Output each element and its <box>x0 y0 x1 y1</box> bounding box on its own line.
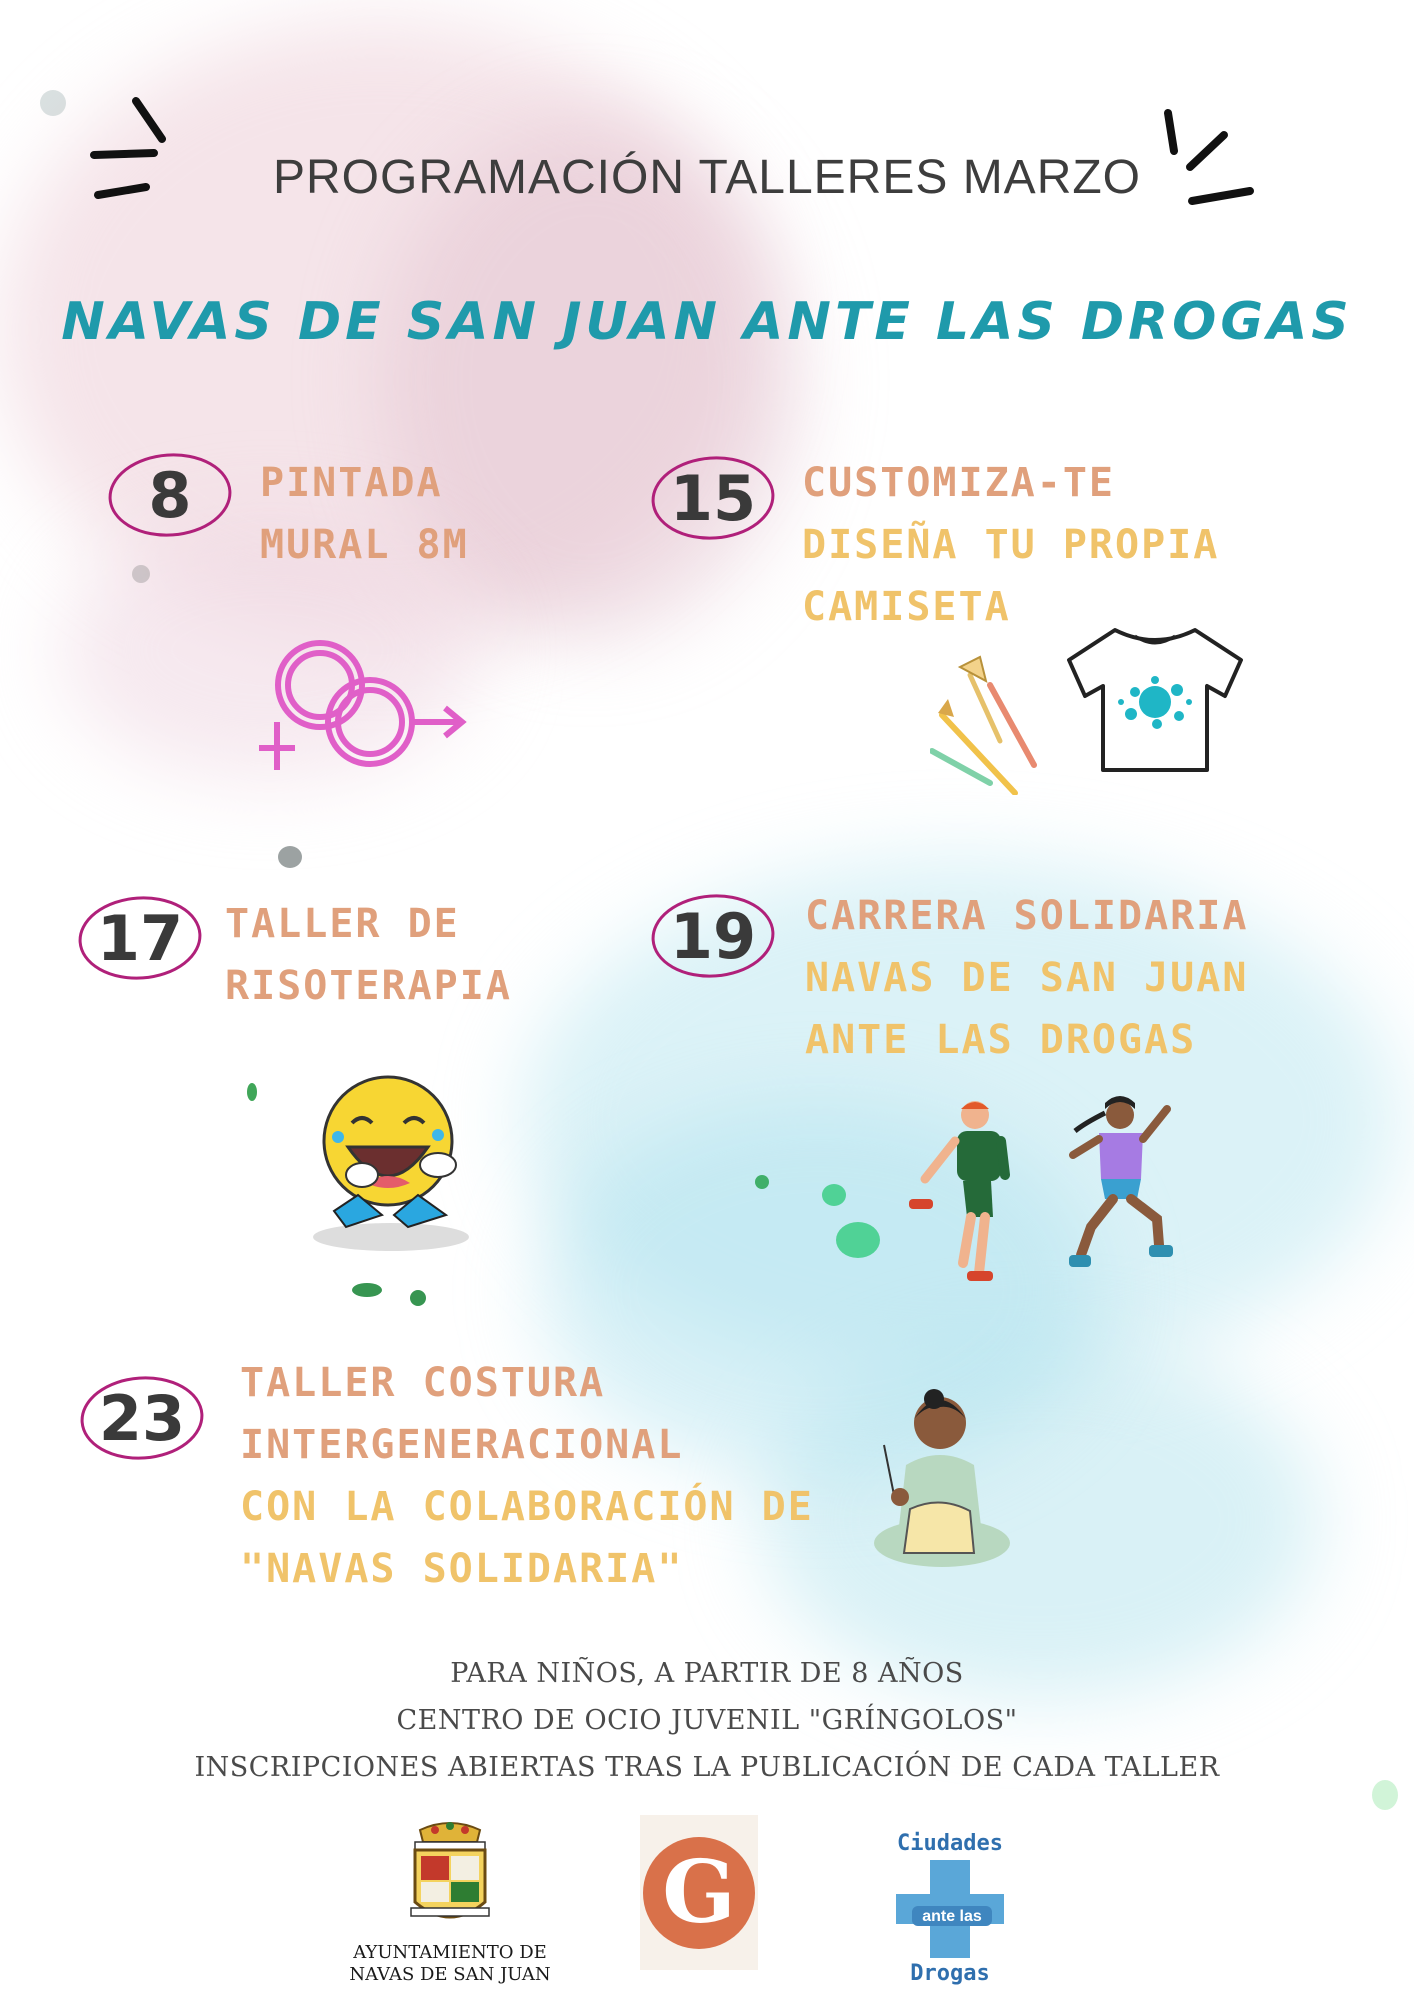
date-number: 15 <box>669 461 757 535</box>
paint-splat <box>247 1083 257 1101</box>
date-number: 17 <box>96 901 184 975</box>
workshop-title-line: CARRERA SOLIDARIA <box>805 893 1249 939</box>
workshop-title-line: RISOTERAPIA <box>225 963 512 1009</box>
ayuntamiento-label-line: NAVAS DE SAN JUAN <box>349 1964 551 1985</box>
workshop-title-line: TALLER COSTURA <box>240 1360 606 1406</box>
workshop-subtitle-line: "NAVAS SOLIDARIA" <box>240 1546 684 1592</box>
workshop-title <box>805 885 1248 1071</box>
workshop-title <box>260 452 469 576</box>
date-badge <box>75 890 205 986</box>
date-badge <box>648 888 778 984</box>
workshop-title-line: MURAL 8M <box>260 522 469 568</box>
gender-symbols-icon <box>255 630 475 790</box>
ayuntamiento-label-line: AYUNTAMIENTO DE <box>353 1942 547 1963</box>
paint-splat <box>40 90 66 116</box>
workshop-subtitle-line: NAVAS DE SAN JUAN <box>805 955 1249 1001</box>
ciudades-top-text: Ciudades <box>897 1831 1003 1856</box>
date-number: 19 <box>669 899 757 973</box>
date-badge <box>77 1370 207 1466</box>
page-title: PROGRAMACIÓN TALLERES MARZO <box>272 151 1142 204</box>
workshop-subtitle-line: CON LA COLABORACIÓN DE <box>240 1484 814 1530</box>
workshop-title-line: PINTADA <box>260 460 443 506</box>
ciudades-bottom-text: Drogas <box>910 1961 990 1986</box>
footer-line: INSCRIPCIONES ABIERTAS TRAS LA PUBLICACIÓN DE CADA TALLER <box>194 1752 1220 1783</box>
paint-splat <box>410 1290 426 1306</box>
footer-line: PARA NIÑOS, A PARTIR DE 8 AÑOS <box>450 1658 964 1689</box>
workshop-subtitle-line: CAMISETA <box>802 584 1011 630</box>
gringolos-logo <box>640 1815 758 1970</box>
ciudades-ante-las-drogas-logo <box>860 1820 1040 1990</box>
paint-splat <box>836 1222 880 1258</box>
tshirt-icon <box>1065 620 1245 780</box>
workshop-title-line: CUSTOMIZA-TE <box>802 460 1115 506</box>
paintbrushes-icon <box>930 655 1040 795</box>
page-subtitle: NAVAS DE SAN JUAN ANTE LAS DROGAS <box>61 292 1353 352</box>
date-badge <box>105 447 235 543</box>
footer-line: CENTRO DE OCIO JUVENIL "GRÍNGOLOS" <box>396 1705 1018 1736</box>
date-number: 8 <box>148 458 192 532</box>
runners-icon <box>905 1095 1175 1295</box>
workshop-title-line: INTERGENERACIONAL <box>240 1422 684 1468</box>
laughing-emoji-icon <box>306 1065 476 1255</box>
date-number: 23 <box>98 1381 186 1455</box>
ciudades-mid-text: ante las <box>922 1908 982 1925</box>
workshop-subtitle-line: ANTE LAS DROGAS <box>805 1017 1197 1063</box>
paint-splat <box>132 565 150 583</box>
sewing-person-icon <box>870 1385 1020 1575</box>
workshop-title-line: TALLER DE <box>225 901 460 947</box>
workshop-title <box>240 1352 814 1600</box>
paint-splat <box>822 1184 846 1206</box>
workshop-subtitle-line: DISEÑA TU PROPIA <box>802 522 1220 568</box>
date-badge <box>648 450 778 546</box>
ayuntamiento-label <box>300 1942 600 1986</box>
footer-info <box>0 1650 1414 1791</box>
gringolos-letter: G <box>643 1837 755 1949</box>
workshop-title <box>225 893 512 1017</box>
paint-splat <box>352 1283 382 1297</box>
paint-splat <box>755 1175 769 1189</box>
header <box>0 150 1414 205</box>
workshop-title <box>802 452 1219 638</box>
paint-splat <box>278 846 302 868</box>
coat-of-arms-logo <box>405 1820 495 1940</box>
